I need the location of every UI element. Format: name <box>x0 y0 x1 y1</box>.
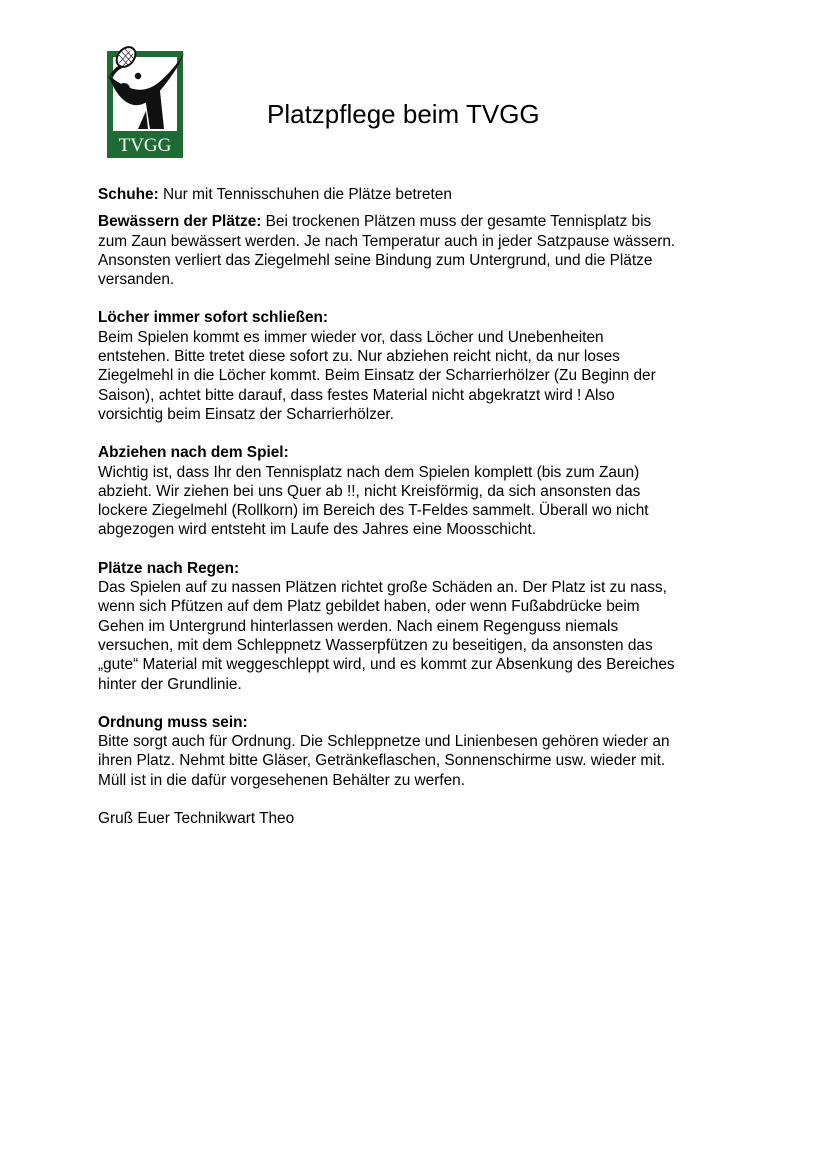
signature-text: Gruß Euer Technikwart Theo <box>98 810 295 828</box>
section-line: Das Spielen auf zu nassen Plätzen richtet große Schäden an. Der Platz ist zu nass, <box>98 579 667 597</box>
tennis-player-logo-icon <box>104 45 188 161</box>
section-line: versuchen, mit dem Schleppnetz Wasserpfützen zu beseitigen, da ansonsten das <box>98 636 653 654</box>
section-line: Beim Spielen kommt es immer wieder vor, dass Löcher und Unebenheiten <box>98 328 604 346</box>
section-heading: Schuhe: <box>98 186 159 203</box>
section-line: abzieht. Wir ziehen bei uns Quer ab !!, nicht Kreisförmig, da sich ansonsten das <box>98 482 641 500</box>
page-title: Platzpflege beim TVGG <box>267 99 540 129</box>
section-heading: Löcher immer sofort schließen: <box>98 309 329 327</box>
logo-text: TVGG <box>118 135 172 156</box>
section-heading: Abziehen nach dem Spiel: <box>98 444 289 462</box>
section-line: Wichtig ist, dass Ihr den Tennisplatz nach dem Spielen komplett (bis zum Zaun) <box>98 463 640 481</box>
document-body <box>98 185 738 828</box>
section-line: versanden. <box>98 271 175 289</box>
section-line: Ziegelmehl in die Löcher kommt. Beim Einsatz der Scharrierhölzer (Zu Beginn der <box>98 367 656 385</box>
section-line: vorsichtig beim Einsatz der Scharrierhölzer. <box>98 405 394 423</box>
section-regen <box>98 559 738 694</box>
section-line: Saison), achtet bitte darauf, dass festes Material nicht abgekratzt wird ! Also <box>98 386 615 404</box>
section-line: entstehen. Bitte tretet diese sofort zu. Nur abziehen reicht nicht, da nur loses <box>98 348 620 366</box>
section-heading: Bewässern der Plätze: <box>98 213 262 231</box>
section-line: lockere Ziegelmehl (Rollkorn) im Bereich des T-Feldes sammelt. Überall wo nicht <box>98 502 649 520</box>
section-line: Bitte sorgt auch für Ordnung. Die Schleppnetze und Linienbesen gehören wieder an <box>98 733 670 751</box>
section-heading: Plätze nach Regen: <box>98 559 240 577</box>
section-line: Gehen im Untergrund hinterlassen werden. Nach einem Regenguss niemals <box>98 617 619 635</box>
section-line: zum Zaun bewässert werden. Je nach Temperatur auch in jeder Satzpause wässern. <box>98 232 676 250</box>
section-schuhe <box>98 185 738 204</box>
section-bewaessern <box>98 212 738 289</box>
section-line: abgezogen wird entsteht im Laufe des Jahres eine Moosschicht. <box>98 521 537 539</box>
section-line: Ansonsten verliert das Ziegelmehl seine Bindung zum Untergrund, und die Plätze <box>98 251 653 269</box>
club-logo <box>104 45 188 161</box>
section-heading: Ordnung muss sein: <box>98 713 248 731</box>
section-ordnung <box>98 713 738 790</box>
section-line: hinter der Grundlinie. <box>98 675 242 693</box>
section-abziehen <box>98 443 738 539</box>
ball <box>135 73 141 79</box>
section-loecher <box>98 308 738 424</box>
section-line: ihren Platz. Nehmt bitte Gläser, Getränkeflaschen, Sonnenschirme usw. wieder mit. <box>98 752 666 770</box>
signature <box>98 809 738 828</box>
section-line: wenn sich Pfützen auf dem Platz gebildet haben, oder wenn Fußabdrücke beim <box>98 598 640 616</box>
section-line: Nur mit Tennisschuhen die Plätze betreten <box>163 186 452 203</box>
section-line: „gute“ Material mit weggeschleppt wird, und es kommt zur Absenkung des Bereiches <box>98 656 675 674</box>
section-line: Bei trockenen Plätzen muss der gesamte Tennisplatz bis <box>265 213 652 231</box>
section-line: Müll ist in die dafür vorgesehenen Behälter zu werfen. <box>98 771 466 789</box>
player-head <box>118 83 130 95</box>
